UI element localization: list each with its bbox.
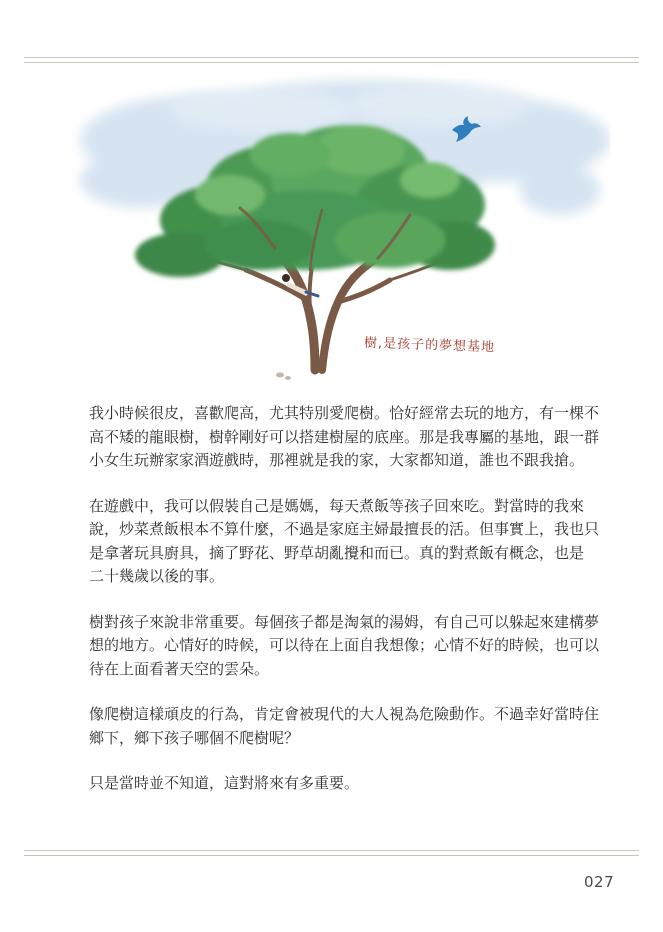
paragraph-2 [89, 495, 600, 589]
text-line: 只是當時並不知道，這對將來有多重要。 [89, 774, 360, 792]
text-line: 想的地方。心情好的時候，可以待在上面自我想像；心情不好的時候，也可以 [89, 636, 600, 654]
tree-illustration [60, 70, 610, 390]
text-line: 小女生玩辦家家酒遊戲時，那裡就是我的家，大家都知道，誰也不跟我搶。 [89, 451, 585, 469]
paragraph-1 [89, 402, 600, 473]
text-line: 樹對孩子來說非常重要。每個孩子都是淘氣的湯姆，有自己可以躲起來建構夢 [89, 612, 600, 631]
ground-stones [276, 373, 291, 381]
paragraph-4 [89, 703, 600, 750]
paragraph-5 [89, 772, 577, 796]
illustration-caption: 樹,是孩子的夢想基地 [363, 335, 496, 356]
top-divider [24, 57, 639, 63]
text-line: 像爬樹這樣頑皮的行為，肯定會被現代的大人視為危險動作。不過幸好當時住 [89, 705, 600, 723]
page-number: 027 [584, 873, 615, 891]
paragraph-3 [89, 611, 600, 682]
text-line: 高不矮的龍眼樹，樹幹剛好可以搭建樹屋的底座。那是我專屬的基地，跟一群 [89, 427, 600, 446]
bottom-divider [24, 850, 639, 856]
text-line: 二十幾歲以後的事。 [89, 567, 225, 585]
text-line: 我小時候很皮，喜歡爬高，尤其特別愛爬樹。恰好經常去玩的地方，有一棵不 [89, 404, 600, 422]
text-line: 是拿著玩具廚具，摘了野花、野草胡亂攪和而已。真的對煮飯有概念，也是 [89, 543, 585, 562]
text-line: 在遊戲中，我可以假裝自己是媽媽，每天煮飯等孩子回來吃。對當時的我來 [89, 496, 585, 515]
text-line: 說，炒菜煮飯根本不算什麼，不過是家庭主婦最擅長的活。但事實上，我也只 [89, 520, 600, 538]
body-text [89, 402, 600, 818]
text-line: 待在上面看著天空的雲朵。 [89, 659, 270, 678]
text-line: 鄉下，鄉下孩子哪個不爬樹呢？ [89, 728, 300, 747]
